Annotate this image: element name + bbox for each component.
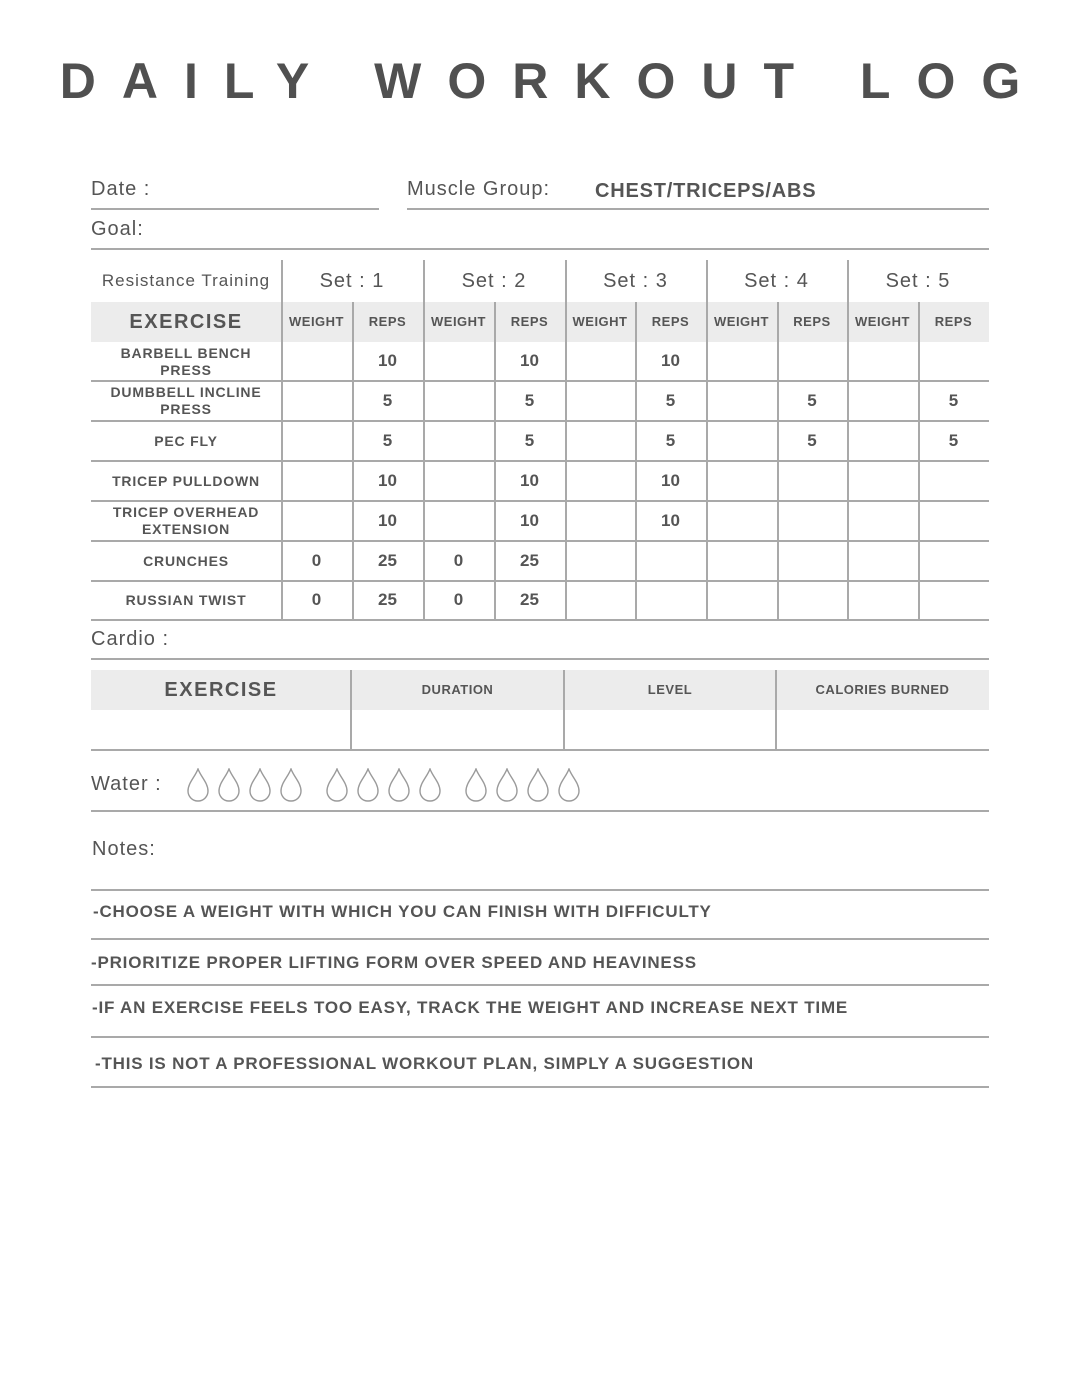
weight-cell[interactable] [565,581,635,620]
reps-cell[interactable]: 5 [948,390,959,410]
notes-line [91,1086,989,1088]
notes-line [91,889,989,891]
reps-cell[interactable]: 5 [524,390,535,410]
date-label: Date : [91,178,151,200]
water-drop-icon[interactable] [279,768,303,802]
reps-cell[interactable] [777,342,847,381]
weight-cell[interactable] [847,541,918,581]
muscle-group-field-line [407,208,989,210]
exercise-name: PEC FLY [154,432,218,449]
weight-column-header: WEIGHT [431,314,486,330]
weight-column-header: WEIGHT [572,314,628,330]
reps-cell[interactable] [777,501,847,541]
water-drop-icon[interactable] [526,768,550,802]
weight-cell[interactable] [281,461,352,501]
water-drop-icon[interactable] [387,768,411,802]
exercise-name: CRUNCHES [143,552,229,569]
resistance-training-label: Resistance Training [101,270,271,290]
reps-cell[interactable] [918,541,989,581]
exercise-name: TRICEP PULLDOWN [112,472,260,489]
reps-cell[interactable]: 10 [520,510,539,530]
note-item: -PRIORITIZE PROPER LIFTING FORM OVER SPEED AND HEAVINESS [91,953,697,972]
weight-cell[interactable]: 0 [311,550,322,570]
exercise-name: BARBELL BENCH PRESS [120,344,252,378]
weight-cell[interactable]: 0 [311,590,322,610]
column-divider [565,260,567,620]
reps-cell[interactable]: 10 [520,470,539,490]
column-divider [706,260,708,620]
weight-cell[interactable] [565,501,635,541]
reps-column-header: REPS [368,314,407,330]
weight-cell[interactable] [281,381,352,421]
reps-cell[interactable]: 10 [661,510,680,530]
cardio-label-line [91,658,989,660]
weight-cell[interactable] [706,381,777,421]
reps-cell[interactable]: 25 [520,590,539,610]
water-drop-icon[interactable] [248,768,272,802]
reps-cell[interactable] [777,461,847,501]
water-drop-icon[interactable] [495,768,519,802]
weight-column-header: WEIGHT [714,314,769,330]
weight-cell[interactable] [281,501,352,541]
weight-cell[interactable] [847,421,918,461]
reps-cell[interactable]: 10 [378,351,397,371]
exercise-name: RUSSIAN TWIST [125,592,247,609]
weight-cell[interactable] [706,501,777,541]
weight-cell[interactable] [847,581,918,620]
reps-cell[interactable]: 10 [378,510,397,530]
reps-cell[interactable]: 10 [520,351,539,371]
column-divider [281,260,283,620]
set-header: Set : 1 [319,270,385,292]
weight-cell[interactable] [706,421,777,461]
water-tracker [186,768,588,802]
weight-cell[interactable] [847,501,918,541]
weight-cell[interactable] [565,421,635,461]
column-divider [494,302,496,620]
weight-cell[interactable] [565,342,635,381]
reps-column-header: REPS [934,314,973,330]
cardio-duration-cell[interactable] [352,710,563,749]
cardio-exercise-cell[interactable] [91,710,350,749]
page-title: DAILY WORKOUT LOG [59,53,1047,109]
set-header: Set : 5 [885,270,951,292]
weight-cell[interactable] [706,541,777,581]
goal-label: Goal: [91,218,144,240]
reps-cell[interactable]: 5 [807,430,817,450]
reps-cell[interactable]: 25 [520,550,539,570]
column-divider [352,302,354,620]
weight-column-header: WEIGHT [855,314,910,330]
exercise-name: TRICEP OVERHEAD EXTENSION [112,504,260,537]
cardio-calories-header: CALORIES BURNED [815,682,950,698]
reps-column-header: REPS [651,314,690,330]
column-divider [918,302,920,620]
weight-cell[interactable] [423,381,494,421]
notes-line [91,1036,989,1038]
reps-cell[interactable] [777,581,847,620]
cardio-level-cell[interactable] [565,710,775,749]
reps-cell[interactable]: 5 [948,430,959,450]
row-divider [91,619,989,621]
water-drop-icon[interactable] [217,768,241,802]
weight-cell[interactable] [423,342,494,381]
reps-cell[interactable]: 10 [661,470,680,490]
reps-column-header: REPS [793,314,831,330]
water-drop-icon[interactable] [325,768,349,802]
cardio-label: Cardio : [91,628,170,650]
reps-cell[interactable] [918,581,989,620]
weight-cell[interactable] [423,461,494,501]
weight-cell[interactable] [847,381,918,421]
exercise-header: EXERCISE [129,311,243,333]
reps-cell[interactable]: 5 [382,390,393,410]
note-item: -IF AN EXERCISE FEELS TOO EASY, TRACK THE WEIGHT AND INCREASE NEXT TIME [92,998,849,1017]
water-drop-icon[interactable] [356,768,380,802]
weight-cell[interactable] [706,581,777,620]
reps-cell[interactable]: 10 [661,351,680,371]
reps-cell[interactable]: 5 [524,430,535,450]
weight-cell[interactable]: 0 [453,550,464,570]
reps-cell[interactable]: 25 [378,590,397,610]
reps-cell[interactable] [635,541,706,581]
water-label: Water : [91,773,162,795]
set-header: Set : 2 [461,270,527,292]
weight-cell[interactable] [565,461,635,501]
note-item: -CHOOSE A WEIGHT WITH WHICH YOU CAN FINISH WITH DIFFICULTY [93,902,712,921]
weight-column-header: WEIGHT [289,314,344,330]
date-field-line[interactable] [91,208,379,210]
set-header: Set : 4 [744,270,809,292]
reps-column-header: REPS [510,314,549,330]
weight-cell[interactable] [847,342,918,381]
reps-cell[interactable]: 10 [378,470,397,490]
note-item: -THIS IS NOT A PROFESSIONAL WORKOUT PLAN, SIMPLY A SUGGESTION [95,1054,754,1073]
water-drop-icon[interactable] [186,768,210,802]
reps-cell[interactable]: 25 [378,550,397,570]
weight-cell[interactable]: 0 [453,590,464,610]
reps-cell[interactable]: 5 [382,430,393,450]
water-drop-icon[interactable] [418,768,442,802]
set-header: Set : 3 [603,270,668,292]
weight-cell[interactable] [281,342,352,381]
weight-cell[interactable] [706,461,777,501]
reps-cell[interactable] [918,461,989,501]
column-divider [847,260,849,620]
muscle-group-value[interactable]: CHEST/TRICEPS/ABS [595,180,817,202]
muscle-group-label: Muscle Group: [407,178,551,200]
reps-cell[interactable] [635,581,706,620]
weight-cell[interactable] [847,461,918,501]
weight-cell[interactable] [565,381,635,421]
reps-cell[interactable] [918,501,989,541]
weight-cell[interactable] [706,342,777,381]
reps-cell[interactable]: 5 [665,430,676,450]
weight-cell[interactable] [423,421,494,461]
reps-cell[interactable] [777,541,847,581]
reps-cell[interactable] [918,342,989,381]
column-divider [635,302,637,620]
water-drop-icon[interactable] [464,768,488,802]
notes-label: Notes: [92,838,156,860]
cardio-duration-header: DURATION [421,682,494,698]
goal-field-line[interactable] [91,248,989,250]
column-divider [777,302,779,620]
cardio-level-header: LEVEL [647,682,693,698]
cardio-calories-cell[interactable] [777,710,989,749]
water-bottom-line [91,810,989,812]
weight-cell[interactable] [281,421,352,461]
notes-line [91,984,989,986]
notes-line [91,938,989,940]
reps-cell[interactable]: 5 [807,390,817,410]
reps-cell[interactable]: 5 [665,390,676,410]
exercise-name: DUMBBELL INCLINE PRESS [110,384,262,417]
cardio-exercise-header: EXERCISE [164,679,278,701]
weight-cell[interactable] [565,541,635,581]
column-divider [423,260,425,620]
cardio-bottom-line [91,749,989,751]
water-drop-icon[interactable] [557,768,581,802]
weight-cell[interactable] [423,501,494,541]
